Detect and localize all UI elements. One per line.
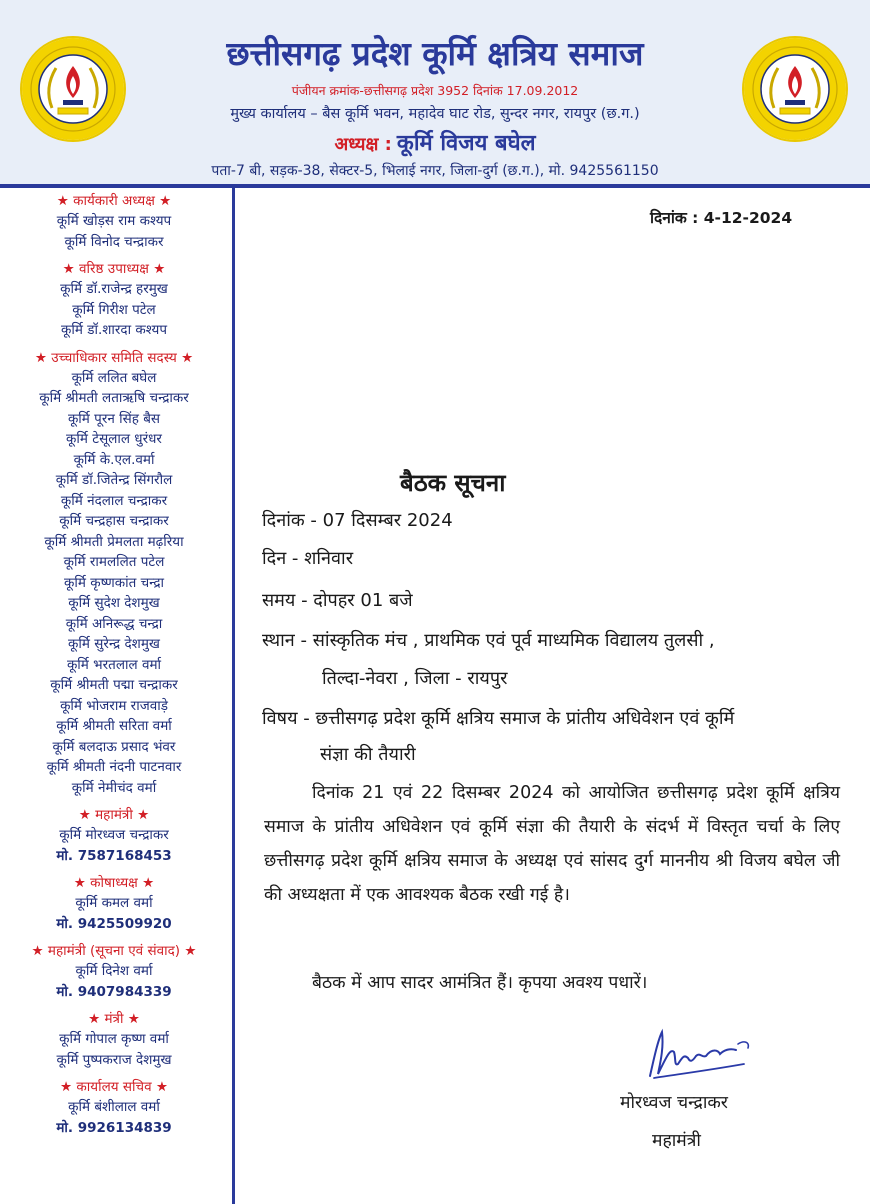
sidebar-member: कूर्मि श्रीमती पद्मा चन्द्राकर [50,677,178,693]
sidebar-member: कूर्मि सुदेश देशमुख [68,595,160,611]
sidebar-divider [232,188,235,1204]
sidebar-member: कूर्मि कृष्णकांत चन्द्रा [64,574,164,591]
sidebar-member: कूर्मि रामललित पटेल [63,554,165,570]
letter-body-text: दिनांक 21 एवं 22 दिसम्बर 2024 को आयोजित छत्तीसगढ़ प्रदेश कूर्मि क्षत्रिय समाज के प्रांतीय अधिवेशन एवं कूर्मि संज्ञा की तैयारी के संदर्भ में विस्तृत चर्चा के लिए छत्तीसगढ़ प्रदेश कूर्मि क्षत्रिय समाज के अध्यक्ष एवं सांसद दुर्ग माननीय श्री विजय बघेल जी की अध्यक्षता में एक आवश्यक बैठक रखी गई है। [264,783,840,905]
sidebar-section-heading: ★ कोषाध्यक्ष ★ [73,875,155,891]
head-office-address: मुख्य कार्यालय – बैस कूर्मि भवन, महादेव घाट रोड, सुन्दर नगर, रायपुर (छ.ग.) [230,106,640,122]
sidebar-member: कूर्मि दिनेश वर्मा [75,963,153,979]
sidebar-section [0,349,228,799]
sidebar-phone: मो. 9425509920 [56,915,172,932]
sidebar-member: कूर्मि पूरन सिंह बैस [67,410,161,427]
sidebar-member: कूर्मि मोरध्वज चन्द्राकर [59,827,169,843]
sidebar-section [0,260,228,341]
sidebar-member: कूर्मि श्रीमती लताऋषि चन्द्राकर [39,390,189,406]
sidebar-phone: मो. 9926134839 [56,1119,172,1136]
sidebar-member: कूर्मि अनिरूद्ध चन्द्रा [65,615,163,632]
meeting-subject-line1: विषय - छत्तीसगढ़ प्रदेश कूर्मि क्षत्रिय समाज के प्रांतीय अधिवेशन एवं कूर्मि [262,708,735,729]
president-label: अध्यक्ष : [334,134,392,155]
sidebar-member: कूर्मि गिरीश पटेल [72,301,156,318]
header-divider [0,184,870,188]
sidebar-member: कूर्मि विनोद चन्द्राकर [64,233,164,250]
sidebar-member: कूर्मि श्रीमती नंदनी पाटनवार [46,759,182,775]
sidebar-member: कूर्मि नंदलाल चन्द्राकर [60,492,168,509]
meeting-time: समय - दोपहर 01 बजे [262,590,413,611]
sidebar-section [0,1078,228,1138]
sidebar-member: कूर्मि पुष्पकराज देशमुख [56,1051,172,1068]
sidebar-member: कूर्मि के.एल.वर्मा [73,451,155,468]
sidebar-member: कूर्मि ललित बघेल [71,369,157,386]
sidebar-member: कूर्मि भोजराम राजवाड़े [60,697,168,714]
meeting-venue-line1: स्थान - सांस्कृतिक मंच , प्राथमिक एवं पूर्व माध्यमिक विद्यालय तुलसी , [262,630,715,651]
sidebar-member: कूर्मि गोपाल कृष्ण वर्मा [59,1031,169,1047]
sidebar-member: कूर्मि टेसूलाल धुरंधर [66,431,162,447]
society-logo-right [744,38,846,140]
society-logo-left [22,38,124,140]
sidebar-member: कूर्मि कमल वर्मा [75,895,153,911]
office-bearers-sidebar [0,192,228,1146]
letter-body [264,776,840,912]
sidebar-section-heading: ★ महामंत्री (सूचना एवं संवाद) ★ [31,943,197,959]
registration-number: पंजीयन क्रमांक-छत्तीसगढ़ प्रदेश 3952 दिनांक 17.09.2012 [291,83,579,98]
sidebar-section [0,874,228,934]
sidebar-section [0,1010,228,1070]
sidebar-section-heading: ★ महामंत्री ★ [78,807,150,823]
sidebar-section [0,192,228,252]
contact-address: पता-7 बी, सड़क-38, सेक्टर-5, भिलाई नगर, जिला-दुर्ग (छ.ग.), मो. 9425561150 [211,163,659,179]
invitation-line: बैठक में आप सादर आमंत्रित हैं। कृपया अवश्य पधारें। [312,973,648,993]
organization-title: छत्तीसगढ़ प्रदेश कूर्मि क्षत्रिय समाज [226,34,644,73]
sidebar-member: कूर्मि डॉ.राजेन्द्र हरमुख [60,281,168,297]
sidebar-member: कूर्मि खोड़स राम कश्यप [56,213,172,229]
signatory-title: महामंत्री [652,1131,701,1151]
sidebar-member: कूर्मि श्रीमती सरिता वर्मा [56,718,172,734]
sidebar-section-heading: ★ उच्चाधिकार समिति सदस्य ★ [34,349,194,366]
sidebar-member: कूर्मि सुरेन्द्र देशमुख [68,636,160,652]
sidebar-section-heading: ★ कार्यकारी अध्यक्ष ★ [56,193,172,209]
meeting-subject-line2: संज्ञा की तैयारी [320,744,416,765]
sidebar-member: कूर्मि श्रीमती प्रेमलता मढ़रिया [44,533,184,550]
sidebar-member: कूर्मि चन्द्रहास चन्द्राकर [59,513,169,529]
sidebar-member: कूर्मि बंशीलाल वर्मा [68,1099,160,1115]
sidebar-member: कूर्मि नेमीचंद वर्मा [71,779,157,796]
sidebar-member: कूर्मि डॉ.शारदा कश्यप [61,322,167,338]
president-line [150,127,720,157]
president-name: कूर्मि विजय बघेल [396,131,536,156]
sidebar-member: कूर्मि बलदाऊ प्रसाद भंवर [52,738,176,755]
sidebar-phone: मो. 7587168453 [56,847,172,864]
sidebar-section-heading: ★ वरिष्ठ उपाध्यक्ष ★ [62,261,166,277]
signatory-name: मोरध्वज चन्द्राकर [620,1093,728,1113]
notice-title: बैठक सूचना [400,469,506,497]
sidebar-section-heading: ★ कार्यालय सचिव ★ [60,1079,168,1095]
sidebar-section [0,942,228,1002]
letter-date: दिनांक : 4-12-2024 [650,209,793,227]
sidebar-member: कूर्मि डॉ.जितेन्द्र सिंगरौल [55,472,173,488]
meeting-venue-line2: तिल्दा-नेवरा , जिला - रायपुर [322,668,508,689]
meeting-date: दिनांक - 07 दिसम्बर 2024 [262,510,453,531]
letterhead [0,0,870,184]
handwritten-signature [640,1018,760,1092]
sidebar-section [0,806,228,866]
sidebar-member: कूर्मि भरतलाल वर्मा [66,656,162,673]
meeting-day: दिन - शनिवार [262,548,354,569]
sidebar-section-heading: ★ मंत्री ★ [88,1011,140,1027]
sidebar-phone: मो. 9407984339 [56,983,172,1000]
